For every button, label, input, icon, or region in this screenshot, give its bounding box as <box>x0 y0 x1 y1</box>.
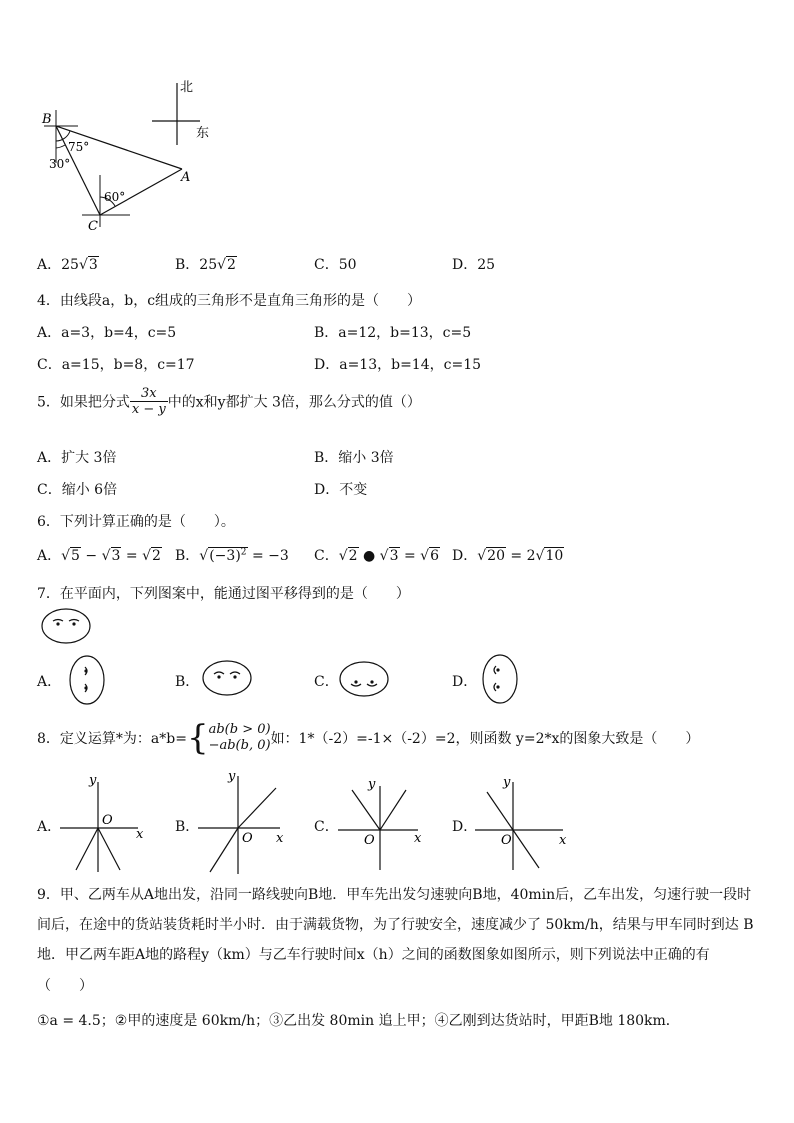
q8-piecewise: ab(b > 0) −ab(b, 0) <box>208 722 271 753</box>
svg-text:y: y <box>89 773 97 788</box>
q4-option-b: B．a=12，b=13，c=5 <box>314 325 472 341</box>
q7-reference-face <box>40 607 92 645</box>
q7-option-c-label: C． <box>314 674 339 690</box>
q9-paren: （ ） <box>37 978 93 994</box>
q9-statements: ①a = 4.5；②甲的速度是 60km/h；③乙出发 80min 追上甲；④乙刚到达货站时，甲距B地 180km． <box>37 1013 680 1029</box>
q4-option-d: D．a=13，b=14，c=15 <box>314 357 482 373</box>
svg-text:y: y <box>228 769 236 784</box>
q6-option-a: A．√5 − √3 = √2 <box>37 548 161 564</box>
q5-fraction: $\frac{3x}{x - y}$ <box>131 386 166 417</box>
svg-text:O: O <box>102 813 113 828</box>
q3-figure <box>30 75 220 240</box>
q8-option-a-label: A． <box>37 819 62 835</box>
q8-graph-d <box>473 772 573 872</box>
vertex-C: C <box>88 219 98 234</box>
vertex-A: A <box>181 170 191 185</box>
q3-option-d: D．25 <box>452 257 496 273</box>
q5-option-a: A．扩大 3倍 <box>37 450 117 466</box>
q6-option-d: D．√20 = 2√10 <box>452 548 564 564</box>
svg-text:O: O <box>242 831 253 846</box>
q7-option-d-face <box>479 652 521 706</box>
q3-option-b: B．25√2 <box>175 257 236 273</box>
q8-stem: 8．定义运算*为：a*b={ ab(b > 0) −ab(b, 0) 如：1*（-2）=-1×（-2）=2，则函数 y=2*x的图象大致是（ ） <box>37 718 700 758</box>
svg-text:x: x <box>136 827 144 842</box>
q4-option-a: A．a=3，b=4，c=5 <box>37 325 177 341</box>
svg-text:x: x <box>276 831 284 846</box>
north-label: 北 <box>180 80 194 95</box>
q8-option-d-label: D． <box>452 819 478 835</box>
q6-option-b: B．$√(-3)^2 = -3$ <box>175 547 289 564</box>
vertex-B: B <box>42 112 52 127</box>
q3-option-a: A．25√3 <box>37 257 98 273</box>
q7-option-a-label: A． <box>37 674 62 690</box>
q3-option-c: C．50 <box>314 257 357 273</box>
q5-option-d: D．不变 <box>314 482 368 498</box>
svg-text:y: y <box>503 775 511 790</box>
q8-graph-b <box>196 766 292 876</box>
q6-option-c: C．√2 ● √3 = √6 <box>314 548 440 564</box>
q7-option-b-label: B． <box>175 674 200 690</box>
svg-text:O: O <box>501 833 512 848</box>
q8-option-b-label: B． <box>175 819 200 835</box>
q7-option-d-label: D． <box>452 674 478 690</box>
q9-line-1: 9．甲、乙两车从A地出发，沿同一路线驶向B地．甲车先出发匀速驶向B地，40min后，乙车出发，匀速行驶一段时 <box>37 887 752 903</box>
east-label: 东 <box>196 126 210 141</box>
q6-stem: 6．下列计算正确的是（ ）。 <box>37 514 235 530</box>
angle-60: 60° <box>104 190 126 204</box>
q4-stem: 4．由线段a，b，c组成的三角形不是直角三角形的是（ ） <box>37 293 422 309</box>
svg-text:y: y <box>368 777 376 792</box>
angle-30: 30° <box>49 157 71 171</box>
q5-option-c: C．缩小 6倍 <box>37 482 118 498</box>
q9-line-2: 间后，在途中的货站装货耗时半小时．由于满载货物，为了行驶安全，速度减少了 50km/h，结果与甲车同时到达 B <box>37 917 754 933</box>
svg-text:x: x <box>414 831 422 846</box>
svg-text:O: O <box>364 833 375 848</box>
svg-text:x: x <box>559 833 567 848</box>
q7-option-b-face <box>201 659 253 697</box>
q5-option-b: B．缩小 3倍 <box>314 450 394 466</box>
q9-line-3: 地．甲乙两车距A地的路程y（km）与乙车行驶时间x（h）之间的函数图象如图所示，则下列说法中正确的有 <box>37 947 710 963</box>
q8-graph-c <box>336 776 428 872</box>
q5-stem: 5．如果把分式 $\frac{3x}{x - y}$ 中的x和y都扩大 3倍，那么分式的值（） <box>37 386 421 417</box>
arc-30 <box>56 145 65 148</box>
q7-option-c-face <box>338 660 390 698</box>
q7-stem: 7．在平面内，下列图案中，能通过图平移得到的是（ ） <box>37 586 410 602</box>
angle-75: 75° <box>68 140 90 154</box>
q7-option-a-face <box>66 653 108 707</box>
q8-graph-a <box>58 770 154 874</box>
q4-option-c: C．a=15，b=8，c=17 <box>37 357 195 373</box>
q8-option-c-label: C． <box>314 819 339 835</box>
